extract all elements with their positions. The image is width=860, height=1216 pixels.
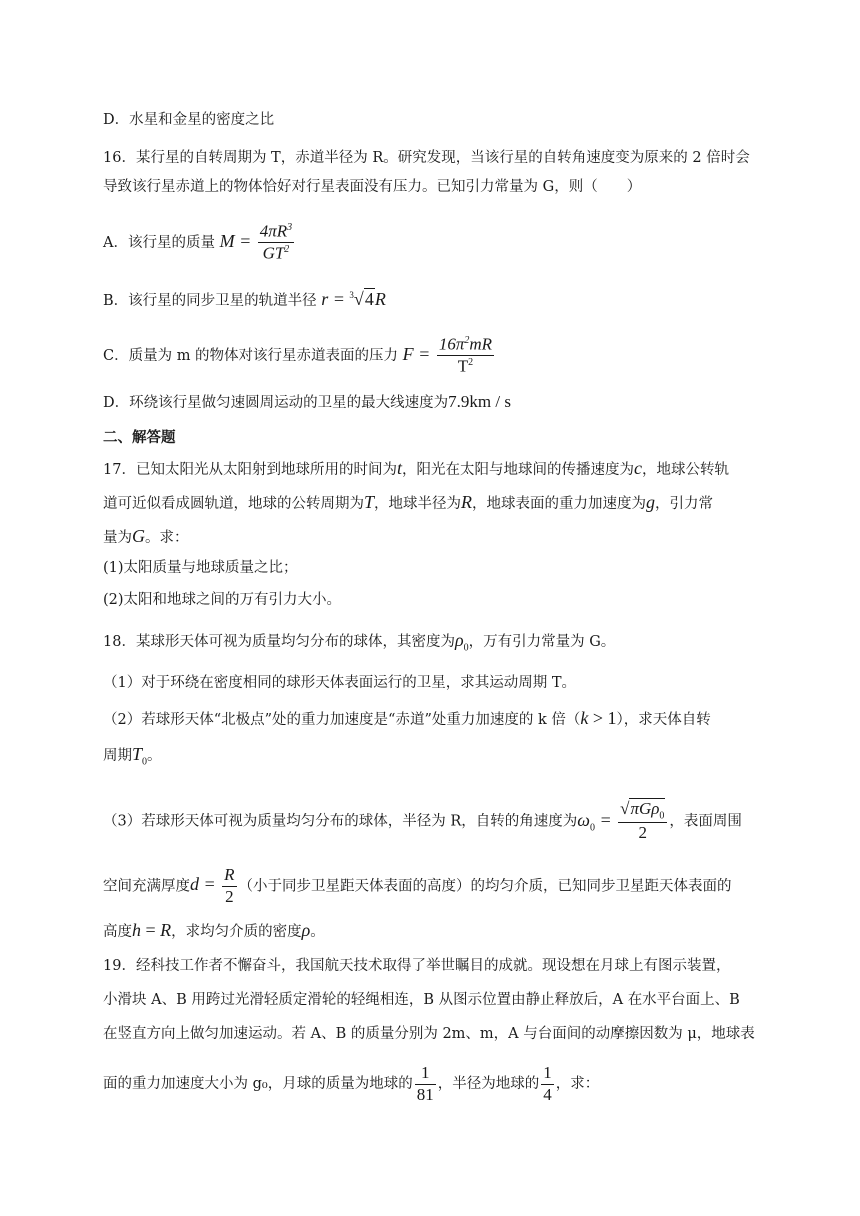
q17-line1-a: 17．已知太阳光从太阳射到地球所用的时间为 <box>103 462 397 478</box>
q19-line4-b: ，半径为地球的 <box>437 1076 540 1093</box>
q16-option-c <box>103 335 496 377</box>
var-R: R <box>461 492 473 512</box>
q18-sub3-line2-a: 空间充满厚度 <box>103 878 190 895</box>
q17-line3 <box>103 526 189 548</box>
q17-line1-b: ，阳光在太阳与地球间的传播速度为 <box>401 462 634 478</box>
q19-line1: 19．经科技工作者不懈奋斗，我国航天技术取得了举世瞩目的成就。现设想在月球上有图示装置， <box>103 958 731 974</box>
q18-sub3-line2-b: （小于同步卫星距天体表面的高度）的均匀介质，已知同步卫星距天体表面的 <box>238 878 732 895</box>
cond-k: k > 1 <box>580 708 617 728</box>
var-g: g <box>646 492 656 512</box>
q17-line2-c: ，地球表面的重力加速度为 <box>472 496 647 512</box>
q18-sub3-a: （3）若球形天体可视为质量均匀分布的球体，半径为 R，自转的角速度为 <box>103 813 578 830</box>
q18-sub2-line2: 周期$T_0$。 <box>103 744 162 768</box>
q17-line3-a: 量为 <box>103 530 132 546</box>
q18-sub2 <box>103 708 711 730</box>
var-rho0: $\rho_0$ <box>454 630 469 654</box>
q16-option-a-text: A．该行星的质量 <box>103 234 215 251</box>
q19-line2: 小滑块 A、B 用跨过光滑轻质定滑轮的轻绳相连，B 从图示位置由静止释放后，A 在水平台面上、B <box>103 992 740 1008</box>
q17-line2 <box>103 492 713 514</box>
q17-line3-b: 。求： <box>145 530 189 546</box>
var-c: c <box>633 458 642 478</box>
section-heading: 二、解答题 <box>103 430 176 446</box>
q17-line2-b: ，地球半径为 <box>374 496 462 512</box>
frac-1-81: $\frac{1}{81}$ <box>416 1063 434 1104</box>
q18-stem-b: ，万有引力常量为 G。 <box>468 634 616 650</box>
q16-option-d <box>103 392 511 413</box>
q18-sub2-b: ），求天体自转 <box>616 712 711 728</box>
q18-sub3-b: ，表面周围 <box>669 813 742 830</box>
q16-option-b <box>103 285 386 311</box>
q18-sub3-line3: 高度h = R，求均匀介质的密度ρ。 <box>103 920 325 940</box>
q18-sub1: （1）对于环绕在密度相同的球形天体表面运行的卫星，求其运动周期 T。 <box>103 675 577 691</box>
var-t: t <box>396 458 402 478</box>
q15-option-d: D．水星和金星的密度之比 <box>103 112 275 128</box>
formula-sync-radius: r = $^3$√4R <box>321 289 386 309</box>
var-G: G <box>132 526 145 546</box>
q18-sub2-a: （2）若球形天体“北极点”处的重力加速度是“赤道”处重力加速度的 k 倍（ <box>103 712 581 728</box>
q18-stem-a: 18．某球形天体可视为质量均匀分布的球体，其密度为 <box>103 634 455 650</box>
q18-sub2-line2-text: 周期 <box>103 748 132 764</box>
q19-line4-c: ，求： <box>555 1076 600 1093</box>
formula-omega0: $\omega_0$ = $\frac{√\pi G\rho_0}{2}$ <box>577 810 669 830</box>
q18-sub3 <box>103 800 742 843</box>
q19-line4 <box>103 1064 599 1104</box>
q17-line2-a: 道可近似看成圆轨道，地球的公转周期为 <box>103 496 364 512</box>
formula-pressure: F = $\frac{16\pi^2mR}{T^2}$ <box>402 334 493 376</box>
q18-sub3-line3-a: 高度 <box>103 924 132 940</box>
q16-option-c-text: C．质量为 m 的物体对该行星赤道表面的压力 <box>103 347 399 364</box>
q17-line1-c: ，地球公转轨 <box>641 462 729 478</box>
q16-stem-line2: 导致该行星赤道上的物体恰好对行星表面没有压力。已知引力常量为 G，则（ ） <box>103 179 642 195</box>
q16-option-d-text: D．环绕该行星做匀速圆周运动的卫星的最大线速度为 <box>103 395 449 411</box>
q18-sub3-line2 <box>103 866 732 906</box>
q16-option-a <box>103 222 296 264</box>
var-T0: $T_0$ <box>132 744 148 768</box>
frac-1-4: $\frac{1}{4}$ <box>543 1063 552 1104</box>
q16-stem-line1: 16．某行星的自转周期为 T，赤道半径为 R。研究发现，当该行星的自转角速度变为原来的 2 倍时会 <box>103 150 750 166</box>
q19-line3: 在竖直方向上做匀加速运动。若 A、B 的质量分别为 2m、m，A 与台面间的动摩擦因数为 μ，地球表 <box>103 1026 755 1042</box>
formula-d: d = $\frac{R}{2}$ <box>190 865 235 906</box>
formula-mass: M = $\frac{4\pi R^3}{GT^2}$ <box>219 221 293 263</box>
q17-sub2: (2)太阳和地球之间的万有引力大小。 <box>103 592 342 608</box>
var-T: T <box>364 492 375 512</box>
q18-sub3-line3-b: ，求均匀介质的密度 <box>171 924 302 940</box>
q19-line4-a: 面的重力加速度大小为 g₀，月球的质量为地球的 <box>103 1076 413 1093</box>
q17-line1 <box>103 458 729 480</box>
var-rho: ρ <box>301 920 311 940</box>
q17-sub1: (1)太阳质量与地球质量之比； <box>103 560 298 576</box>
q16-option-b-text: B．该行星的同步卫星的轨道半径 <box>103 293 317 309</box>
q16-option-d-value: 7.9km / s <box>448 392 511 411</box>
q18-stem <box>103 630 615 659</box>
q17-line2-d: ，引力常 <box>655 496 714 512</box>
formula-h: h = R <box>132 920 172 940</box>
